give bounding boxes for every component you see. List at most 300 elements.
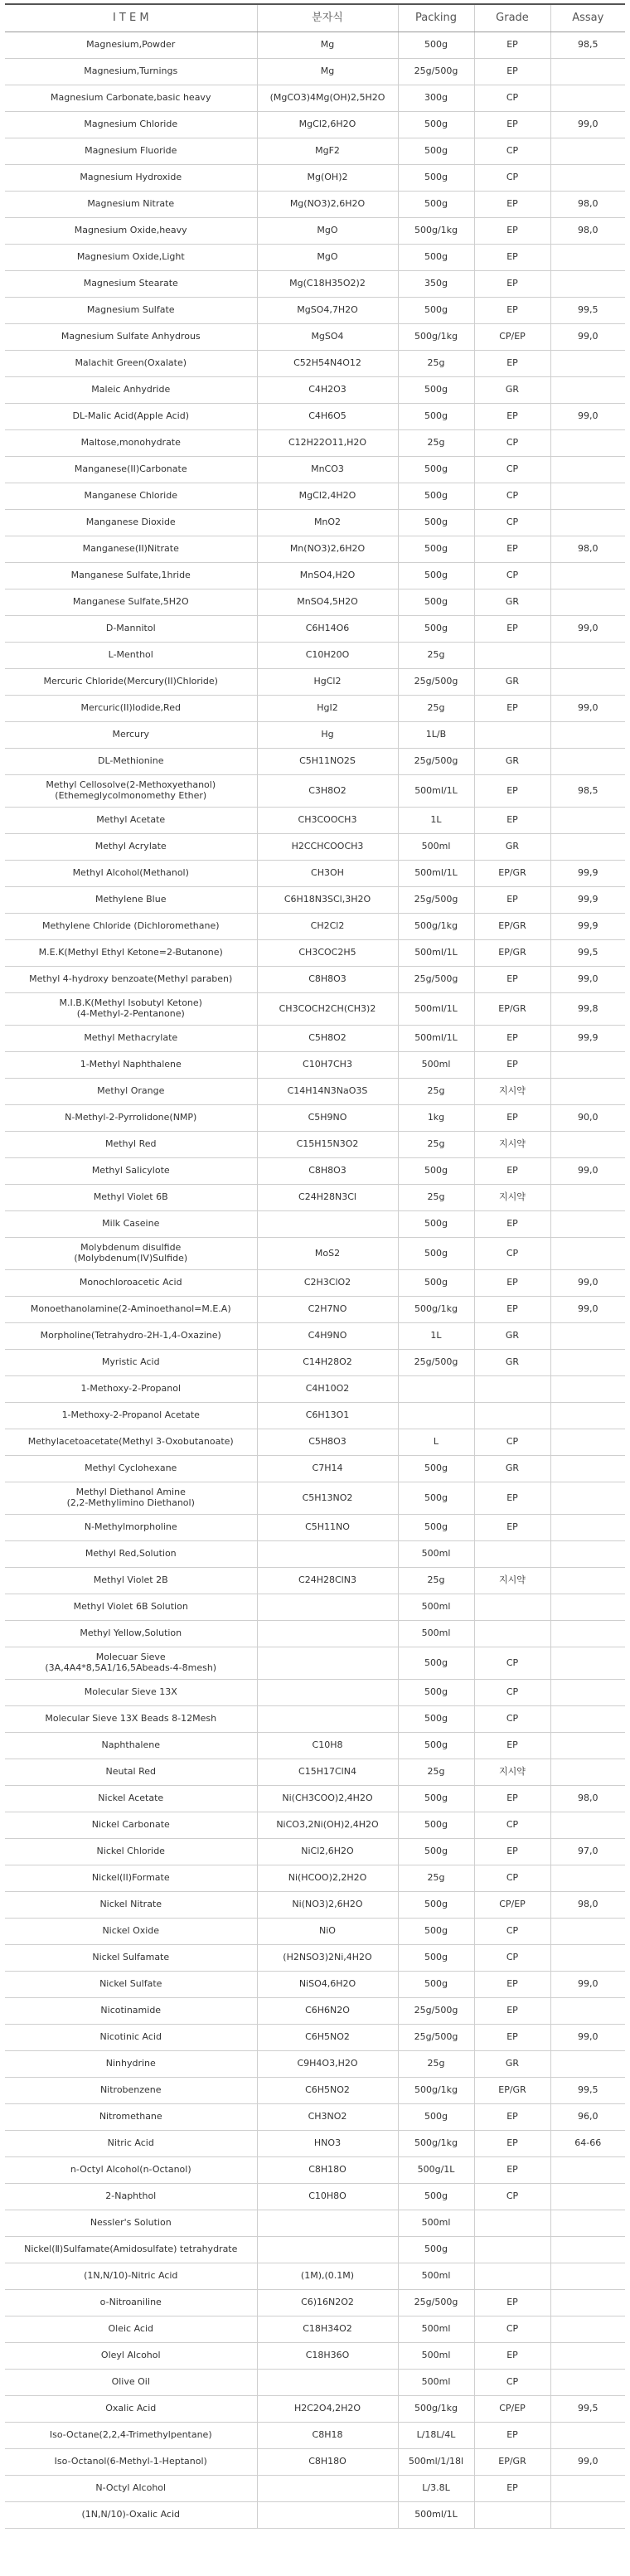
cell-grade: GR: [474, 589, 550, 616]
cell-item-name: DL-Malic Acid(Apple Acid): [5, 404, 257, 430]
cell-packing: 500g/1kg: [398, 2396, 474, 2423]
cell-item-name: Magnesium Stearate: [5, 271, 257, 298]
cell-item-name: D-Mannitol: [5, 616, 257, 643]
cell-formula: MnSO4,H2O: [257, 563, 398, 589]
cell-packing: 1L/B: [398, 722, 474, 749]
cell-grade: CP/EP: [474, 2396, 550, 2423]
cell-packing: 500ml/1L: [398, 993, 474, 1026]
cell-item-name: Methyl Cyclohexane: [5, 1456, 257, 1482]
cell-grade: 지시약: [474, 1132, 550, 1158]
cell-formula: C8H18O: [257, 2449, 398, 2476]
cell-formula: MgO: [257, 245, 398, 271]
cell-formula: MnCO3: [257, 457, 398, 483]
cell-grade: CP: [474, 483, 550, 510]
cell-item-name: Magnesium Sulfate: [5, 298, 257, 324]
cell-packing: 500g: [398, 1786, 474, 1812]
cell-grade: CP: [474, 1647, 550, 1680]
cell-grade: 지시약: [474, 1079, 550, 1105]
cell-assay: [550, 510, 625, 536]
cell-packing: 350g: [398, 271, 474, 298]
cell-formula: NiSO4,6H2O: [257, 1972, 398, 1998]
cell-grade: EP: [474, 616, 550, 643]
table-row: [5, 563, 625, 589]
table-row: [5, 1482, 625, 1515]
cell-packing: L/18L/4L: [398, 2423, 474, 2449]
cell-grade: EP: [474, 1297, 550, 1323]
cell-packing: 500g: [398, 1647, 474, 1680]
cell-assay: [550, 722, 625, 749]
cell-packing: 500g/1L: [398, 2157, 474, 2184]
cell-grade: EP/GR: [474, 993, 550, 1026]
cell-grade: EP: [474, 1052, 550, 1079]
cell-formula: Ni(NO3)2,6H2O: [257, 1892, 398, 1919]
cell-assay: [550, 377, 625, 404]
table-row: [5, 1079, 625, 1105]
cell-packing: 500g: [398, 1839, 474, 1865]
cell-formula: C14H14N3NaO3S: [257, 1079, 398, 1105]
cell-formula: MgF2: [257, 138, 398, 165]
cell-packing: 500g: [398, 1733, 474, 1759]
cell-grade: GR: [474, 834, 550, 861]
cell-grade: EP: [474, 1270, 550, 1297]
table-row: [5, 1132, 625, 1158]
cell-grade: EP/GR: [474, 2449, 550, 2476]
cell-item-name: Mercuric(II)Iodide,Red: [5, 696, 257, 722]
cell-assay: 99,5: [550, 940, 625, 967]
cell-formula: C18H34O2: [257, 2316, 398, 2343]
cell-item-name: Mercuric Chloride(Mercury(II)Chloride): [5, 669, 257, 696]
cell-grade: CP: [474, 85, 550, 112]
cell-grade: EP: [474, 1839, 550, 1865]
cell-packing: 25g/500g: [398, 1350, 474, 1376]
cell-item-name: Iso-Octane(2,2,4-Trimethylpentane): [5, 2423, 257, 2449]
cell-grade: CP: [474, 457, 550, 483]
cell-assay: 64-66: [550, 2131, 625, 2157]
cell-item-name: Methylacetoacetate(Methyl 3-Oxobutanoate): [5, 1429, 257, 1456]
cell-packing: 500g: [398, 245, 474, 271]
cell-packing: 25g/500g: [398, 1998, 474, 2025]
table-row: [5, 1812, 625, 1839]
cell-assay: [550, 1998, 625, 2025]
cell-assay: 99,0: [550, 1270, 625, 1297]
table-row: [5, 669, 625, 696]
cell-item-name: Nicotinamide: [5, 1998, 257, 2025]
cell-item-name: Nickel(Ⅱ)Sulfamate(Amidosulfate) tetrahydrate: [5, 2237, 257, 2263]
cell-assay: 99,0: [550, 616, 625, 643]
cell-grade: EP: [474, 298, 550, 324]
cell-formula: NiCl2,6H2O: [257, 1839, 398, 1865]
cell-packing: 500ml: [398, 1541, 474, 1568]
cell-packing: 25g/500g: [398, 2290, 474, 2316]
cell-item-name: 1-Methyl Naphthalene: [5, 1052, 257, 1079]
cell-assay: [550, 271, 625, 298]
cell-item-name: Malachit Green(Oxalate): [5, 351, 257, 377]
cell-item-name: Molecular Sieve 13X: [5, 1680, 257, 1706]
cell-formula: C7H14: [257, 1456, 398, 1482]
cell-item-name: M.E.K(Methyl Ethyl Ketone=2-Butanone): [5, 940, 257, 967]
cell-item-name: Monoethanolamine(2-Aminoethanol=M.E.A): [5, 1297, 257, 1323]
cell-assay: 98,0: [550, 1892, 625, 1919]
table-row: [5, 1323, 625, 1350]
table-row: [5, 1541, 625, 1568]
cell-grade: EP: [474, 1482, 550, 1515]
table-row: [5, 138, 625, 165]
cell-grade: GR: [474, 2051, 550, 2078]
cell-assay: [550, 1865, 625, 1892]
cell-assay: [550, 1594, 625, 1621]
header-item: I T E M: [5, 4, 257, 32]
table-row: [5, 722, 625, 749]
cell-item-name: Oleyl Alcohol: [5, 2343, 257, 2370]
cell-item-name: Nickel Sulfate: [5, 1972, 257, 1998]
cell-assay: 99,0: [550, 112, 625, 138]
cell-assay: [550, 2370, 625, 2396]
cell-formula: CH3OH: [257, 861, 398, 887]
cell-grade: EP: [474, 2104, 550, 2131]
cell-assay: [550, 245, 625, 271]
table-row: [5, 2210, 625, 2237]
cell-formula: HgCl2: [257, 669, 398, 696]
cell-item-name: Methyl Violet 2B: [5, 1568, 257, 1594]
cell-packing: 500g: [398, 536, 474, 563]
cell-packing: 25g: [398, 1865, 474, 1892]
cell-grade: EP: [474, 2423, 550, 2449]
cell-assay: [550, 589, 625, 616]
table-row: [5, 112, 625, 138]
cell-assay: 99,0: [550, 1297, 625, 1323]
table-row: [5, 1998, 625, 2025]
cell-item-name: Maleic Anhydride: [5, 377, 257, 404]
table-row: [5, 1238, 625, 1270]
cell-item-name: Neutal Red: [5, 1759, 257, 1786]
cell-item-name: L-Menthol: [5, 643, 257, 669]
table-row: [5, 808, 625, 834]
cell-assay: [550, 1515, 625, 1541]
cell-assay: 99,5: [550, 2396, 625, 2423]
cell-packing: 25g/500g: [398, 59, 474, 85]
cell-assay: [550, 1706, 625, 1733]
cell-item-name: (1N,N/10)-Oxalic Acid: [5, 2502, 257, 2529]
cell-item-name: Nickel Sulfamate: [5, 1945, 257, 1972]
table-row: [5, 271, 625, 298]
cell-formula: CH3COOCH3: [257, 808, 398, 834]
cell-item-name: Magnesium Chloride: [5, 112, 257, 138]
cell-assay: [550, 59, 625, 85]
cell-item-name: Olive Oil: [5, 2370, 257, 2396]
cell-grade: 지시약: [474, 1185, 550, 1211]
cell-formula: C6H6N2O: [257, 1998, 398, 2025]
cell-packing: 500g: [398, 1482, 474, 1515]
cell-assay: [550, 749, 625, 775]
cell-item-name: Methyl Red,Solution: [5, 1541, 257, 1568]
cell-packing: 25g: [398, 1132, 474, 1158]
cell-item-name: Nicotinic Acid: [5, 2025, 257, 2051]
cell-grade: [474, 1403, 550, 1429]
table-row: [5, 1403, 625, 1429]
cell-packing: 1L: [398, 808, 474, 834]
cell-packing: 500ml/1L: [398, 2502, 474, 2529]
table-row: [5, 1052, 625, 1079]
cell-item-name: Manganese Sulfate,1hride: [5, 563, 257, 589]
cell-grade: EP: [474, 887, 550, 914]
table-row: [5, 887, 625, 914]
cell-item-name: Nitric Acid: [5, 2131, 257, 2157]
cell-grade: EP/GR: [474, 940, 550, 967]
cell-item-name: Magnesium Fluoride: [5, 138, 257, 165]
cell-assay: [550, 2157, 625, 2184]
cell-assay: 97,0: [550, 1839, 625, 1865]
cell-packing: 500g: [398, 2184, 474, 2210]
cell-grade: [474, 2237, 550, 2263]
cell-item-name: Nickel Acetate: [5, 1786, 257, 1812]
cell-item-name: Maltose,monohydrate: [5, 430, 257, 457]
table-row: [5, 2157, 625, 2184]
table-row: [5, 2237, 625, 2263]
cell-packing: 25g/500g: [398, 749, 474, 775]
cell-item-name: 1-Methoxy-2-Propanol Acetate: [5, 1403, 257, 1429]
table-row: [5, 914, 625, 940]
table-row: [5, 2025, 625, 2051]
cell-item-name: Nickel(II)Formate: [5, 1865, 257, 1892]
cell-grade: EP: [474, 351, 550, 377]
table-row: [5, 2316, 625, 2343]
cell-grade: CP: [474, 1945, 550, 1972]
cell-packing: 25g: [398, 2051, 474, 2078]
cell-assay: [550, 2051, 625, 2078]
cell-formula: [257, 1211, 398, 1238]
table-row: [5, 2370, 625, 2396]
table-row: [5, 2104, 625, 2131]
cell-grade: [474, 2210, 550, 2237]
cell-formula: [257, 1647, 398, 1680]
cell-formula: Mn(NO3)2,6H2O: [257, 536, 398, 563]
cell-formula: C10H8: [257, 1733, 398, 1759]
cell-packing: 500g: [398, 404, 474, 430]
cell-grade: CP: [474, 165, 550, 192]
table-row: [5, 483, 625, 510]
cell-packing: 500g/1kg: [398, 914, 474, 940]
table-row: [5, 430, 625, 457]
table-row: [5, 696, 625, 722]
cell-assay: [550, 1350, 625, 1376]
cell-assay: 98,5: [550, 775, 625, 808]
cell-assay: [550, 1323, 625, 1350]
cell-assay: [550, 1812, 625, 1839]
cell-grade: CP: [474, 138, 550, 165]
cell-assay: 99,9: [550, 887, 625, 914]
cell-packing: 500g: [398, 1812, 474, 1839]
cell-grade: EP: [474, 1786, 550, 1812]
cell-grade: GR: [474, 669, 550, 696]
cell-assay: [550, 165, 625, 192]
cell-assay: [550, 2210, 625, 2237]
cell-assay: 98,0: [550, 218, 625, 245]
cell-packing: 500g: [398, 2104, 474, 2131]
cell-item-name: Magnesium Oxide,Light: [5, 245, 257, 271]
cell-grade: GR: [474, 749, 550, 775]
cell-grade: [474, 1376, 550, 1403]
cell-packing: 500g: [398, 483, 474, 510]
table-row: [5, 1759, 625, 1786]
cell-assay: [550, 483, 625, 510]
cell-grade: CP/EP: [474, 1892, 550, 1919]
cell-item-name: Nickel Nitrate: [5, 1892, 257, 1919]
cell-formula: C5H13NO2: [257, 1482, 398, 1515]
cell-packing: 1kg: [398, 1105, 474, 1132]
cell-assay: 99,5: [550, 298, 625, 324]
cell-assay: [550, 1647, 625, 1680]
header-assay: Assay: [550, 4, 625, 32]
cell-formula: C8H8O3: [257, 1158, 398, 1185]
cell-item-name: Magnesium Nitrate: [5, 192, 257, 218]
cell-assay: [550, 1238, 625, 1270]
cell-packing: 500g: [398, 1158, 474, 1185]
table-row: [5, 2131, 625, 2157]
cell-packing: 500ml: [398, 2210, 474, 2237]
cell-item-name: Oxalic Acid: [5, 2396, 257, 2423]
cell-formula: Ni(CH3COO)2,4H2O: [257, 1786, 398, 1812]
cell-packing: 500ml: [398, 1594, 474, 1621]
cell-packing: 25g/500g: [398, 967, 474, 993]
cell-packing: 500ml/1L: [398, 1026, 474, 1052]
cell-item-name: n-Octyl Alcohol(n-Octanol): [5, 2157, 257, 2184]
table-row: [5, 510, 625, 536]
cell-assay: [550, 2290, 625, 2316]
cell-packing: 25g: [398, 1759, 474, 1786]
cell-packing: 25g: [398, 696, 474, 722]
cell-assay: [550, 563, 625, 589]
cell-packing: 25g: [398, 1568, 474, 1594]
cell-grade: CP: [474, 2184, 550, 2210]
cell-assay: [550, 1052, 625, 1079]
cell-assay: [550, 2237, 625, 2263]
cell-grade: EP: [474, 271, 550, 298]
cell-grade: EP: [474, 1972, 550, 1998]
cell-packing: 500ml: [398, 2370, 474, 2396]
cell-packing: [398, 1376, 474, 1403]
cell-grade: CP: [474, 1706, 550, 1733]
cell-item-name: Nickel Chloride: [5, 1839, 257, 1865]
table-row: [5, 457, 625, 483]
cell-formula: C4H9NO: [257, 1323, 398, 1350]
table-row: [5, 2476, 625, 2502]
cell-assay: [550, 1733, 625, 1759]
table-row: [5, 1350, 625, 1376]
table-row: [5, 1865, 625, 1892]
cell-item-name: Nessler's Solution: [5, 2210, 257, 2237]
cell-formula: HgI2: [257, 696, 398, 722]
cell-packing: 25g: [398, 1079, 474, 1105]
cell-formula: C5H9NO: [257, 1105, 398, 1132]
cell-item-name: Methyl Orange: [5, 1079, 257, 1105]
table-row: [5, 245, 625, 271]
cell-item-name: Nitromethane: [5, 2104, 257, 2131]
table-row: [5, 1158, 625, 1185]
cell-packing: 500g: [398, 1515, 474, 1541]
cell-formula: CH3NO2: [257, 2104, 398, 2131]
cell-formula: Mg(OH)2: [257, 165, 398, 192]
cell-formula: Mg: [257, 59, 398, 85]
table-row: [5, 59, 625, 85]
table-row: [5, 2078, 625, 2104]
cell-formula: [257, 1594, 398, 1621]
cell-assay: [550, 643, 625, 669]
cell-packing: 500g: [398, 510, 474, 536]
cell-assay: 99,0: [550, 2449, 625, 2476]
cell-grade: [474, 1541, 550, 1568]
cell-assay: 99,0: [550, 696, 625, 722]
cell-formula: C8H18: [257, 2423, 398, 2449]
cell-grade: CP: [474, 1238, 550, 1270]
cell-item-name: N-Methylmorpholine: [5, 1515, 257, 1541]
table-row: [5, 643, 625, 669]
table-row: [5, 298, 625, 324]
cell-item-name: Methyl Methacrylate: [5, 1026, 257, 1052]
cell-packing: 25g: [398, 1185, 474, 1211]
table-row: [5, 1185, 625, 1211]
cell-formula: MnO2: [257, 510, 398, 536]
cell-formula: C6)16N2O2: [257, 2290, 398, 2316]
cell-item-name: (1N,N/10)-Nitric Acid: [5, 2263, 257, 2290]
cell-formula: MgCl2,4H2O: [257, 483, 398, 510]
cell-formula: H2CCHCOOCH3: [257, 834, 398, 861]
cell-packing: 500g: [398, 1945, 474, 1972]
cell-formula: C5H11NO: [257, 1515, 398, 1541]
cell-grade: CP: [474, 1680, 550, 1706]
cell-formula: Mg(NO3)2,6H2O: [257, 192, 398, 218]
cell-assay: 99,0: [550, 2025, 625, 2051]
cell-packing: 500ml/1L: [398, 861, 474, 887]
cell-item-name: Methyl Acrylate: [5, 834, 257, 861]
cell-assay: [550, 1482, 625, 1515]
cell-packing: 500ml: [398, 2316, 474, 2343]
cell-assay: [550, 1945, 625, 1972]
cell-grade: EP: [474, 59, 550, 85]
table-row: [5, 2051, 625, 2078]
cell-item-name: o-Nitroaniline: [5, 2290, 257, 2316]
cell-packing: 500g: [398, 2237, 474, 2263]
cell-formula: [257, 2476, 398, 2502]
cell-formula: NiO: [257, 1919, 398, 1945]
cell-item-name: Methyl Yellow,Solution: [5, 1621, 257, 1647]
cell-grade: CP: [474, 510, 550, 536]
cell-grade: EP: [474, 2157, 550, 2184]
table-row: [5, 616, 625, 643]
cell-formula: [257, 2237, 398, 2263]
cell-item-name: Naphthalene: [5, 1733, 257, 1759]
cell-assay: 99,9: [550, 1026, 625, 1052]
cell-packing: 500g/1kg: [398, 2131, 474, 2157]
cell-item-name: Methyl Salicylote: [5, 1158, 257, 1185]
cell-packing: 500g: [398, 616, 474, 643]
cell-packing: 500ml/1L: [398, 775, 474, 808]
table-row: [5, 940, 625, 967]
cell-assay: [550, 138, 625, 165]
cell-grade: 지시약: [474, 1568, 550, 1594]
cell-formula: C6H18N3SCl,3H2O: [257, 887, 398, 914]
cell-packing: 25g/500g: [398, 669, 474, 696]
cell-assay: 99,8: [550, 993, 625, 1026]
cell-packing: 500ml: [398, 2263, 474, 2290]
cell-packing: 500g: [398, 298, 474, 324]
cell-formula: MgSO4,7H2O: [257, 298, 398, 324]
table-row: [5, 192, 625, 218]
cell-assay: [550, 1759, 625, 1786]
cell-formula: C9H4O3,H2O: [257, 2051, 398, 2078]
cell-formula: C6H14O6: [257, 616, 398, 643]
cell-grade: EP: [474, 192, 550, 218]
table-row: [5, 1594, 625, 1621]
